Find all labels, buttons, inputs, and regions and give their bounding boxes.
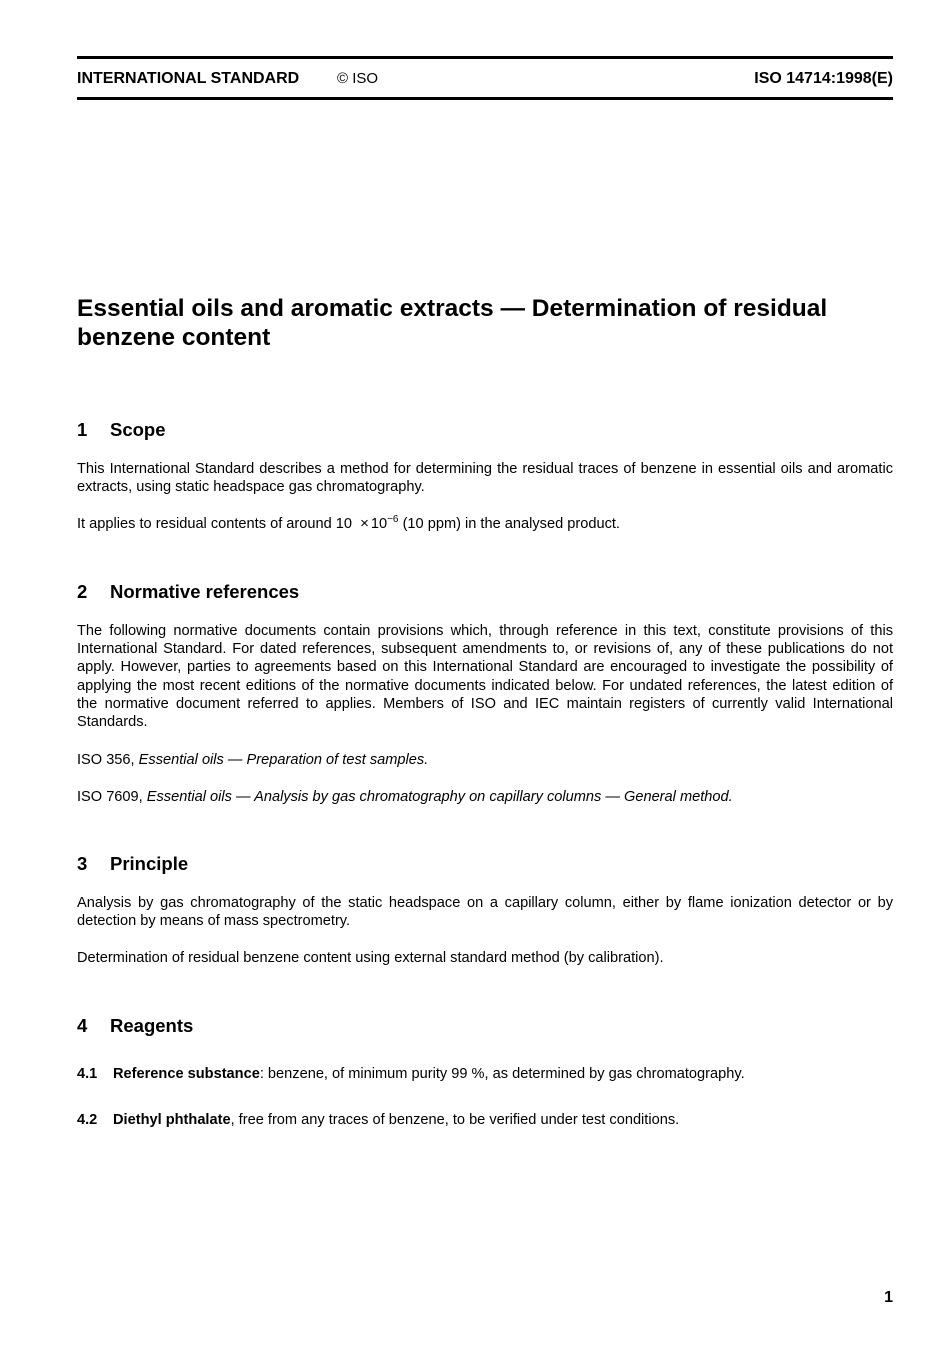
header-standard-label: INTERNATIONAL STANDARD (77, 70, 300, 87)
section-heading-normative-references (77, 581, 299, 603)
exponent: −6 (387, 514, 399, 525)
section-title: Reagents (110, 1015, 194, 1036)
normative-references-paragraph: The following normative documents contain provisions which, through reference in this text, constitute provisions of this International Standard. For dated references, subsequent amendments to, or revisions of, any of these publications do not apply. However, parties to agreements based on this International Standard are encouraged to investigate the possibility of applying the most recent editions of the normative documents indicated below. For undated references, the latest edition of the normative document referred to applies. Members of ISO and IEC maintain registers of currently valid International Standards. (77, 623, 893, 731)
principle-paragraph-2: Determination of residual benzene content using external standard method (by calibration). (77, 950, 664, 966)
section-number: 1 (77, 419, 88, 440)
reagent-4-2 (77, 1111, 893, 1129)
reagent-term: Diethyl phthalate (113, 1112, 231, 1128)
reference-iso-7609 (77, 788, 893, 806)
reagent-4-1 (77, 1065, 893, 1083)
section-title: Principle (110, 853, 189, 874)
exponent-base: 10 (370, 516, 388, 532)
scope-text-after: (10 ppm) in the analysed product. (402, 516, 620, 532)
section-number: 3 (77, 853, 88, 874)
reference-code: ISO 7609, (77, 789, 143, 805)
section-title: Scope (110, 419, 166, 440)
document-title: Essential oils and aromatic extracts — Determination of residual benzene content (77, 295, 828, 351)
header-document-id: ISO 14714:1998(E) (754, 70, 893, 87)
section-number: 4 (77, 1015, 88, 1036)
document-page (77, 0, 893, 1345)
subclause-number: 4.1 (77, 1066, 98, 1082)
page-number: 1 (884, 1289, 893, 1306)
reference-title: Essential oils — Preparation of test samples. (138, 752, 429, 768)
reagent-description: : benzene, of minimum purity 99 %, as determined by gas chromatography. (259, 1066, 745, 1082)
scope-paragraph-2 (77, 515, 893, 533)
times-symbol: × (360, 515, 369, 532)
section-heading-reagents (77, 1015, 193, 1037)
reference-iso-356 (77, 751, 893, 769)
reference-title: Essential oils — Analysis by gas chromatography on capillary columns — General method. (146, 789, 733, 805)
running-header (77, 69, 893, 89)
subclause-number: 4.2 (77, 1112, 98, 1128)
header-top-rule (77, 56, 893, 59)
scope-text-before: It applies to residual contents of around 10 (77, 516, 353, 532)
scope-paragraph-1: This International Standard describes a method for determining the residual traces of benzene in essential oils and aromatic extracts, using static headspace gas chromatography. (77, 461, 893, 496)
reagent-description: , free from any traces of benzene, to be verified under test conditions. (230, 1112, 680, 1128)
section-heading-scope (77, 419, 166, 441)
reagent-term: Reference substance (113, 1066, 260, 1082)
section-heading-principle (77, 853, 188, 875)
principle-paragraph-1: Analysis by gas chromatography of the static headspace on a capillary column, either by flame ionization detector or by detection by means of mass spectrometry. (77, 895, 893, 930)
header-copyright: © ISO (337, 70, 379, 87)
section-number: 2 (77, 581, 88, 602)
reference-code: ISO 356, (77, 752, 135, 768)
section-title: Normative references (110, 581, 300, 602)
header-bottom-rule (77, 97, 893, 100)
